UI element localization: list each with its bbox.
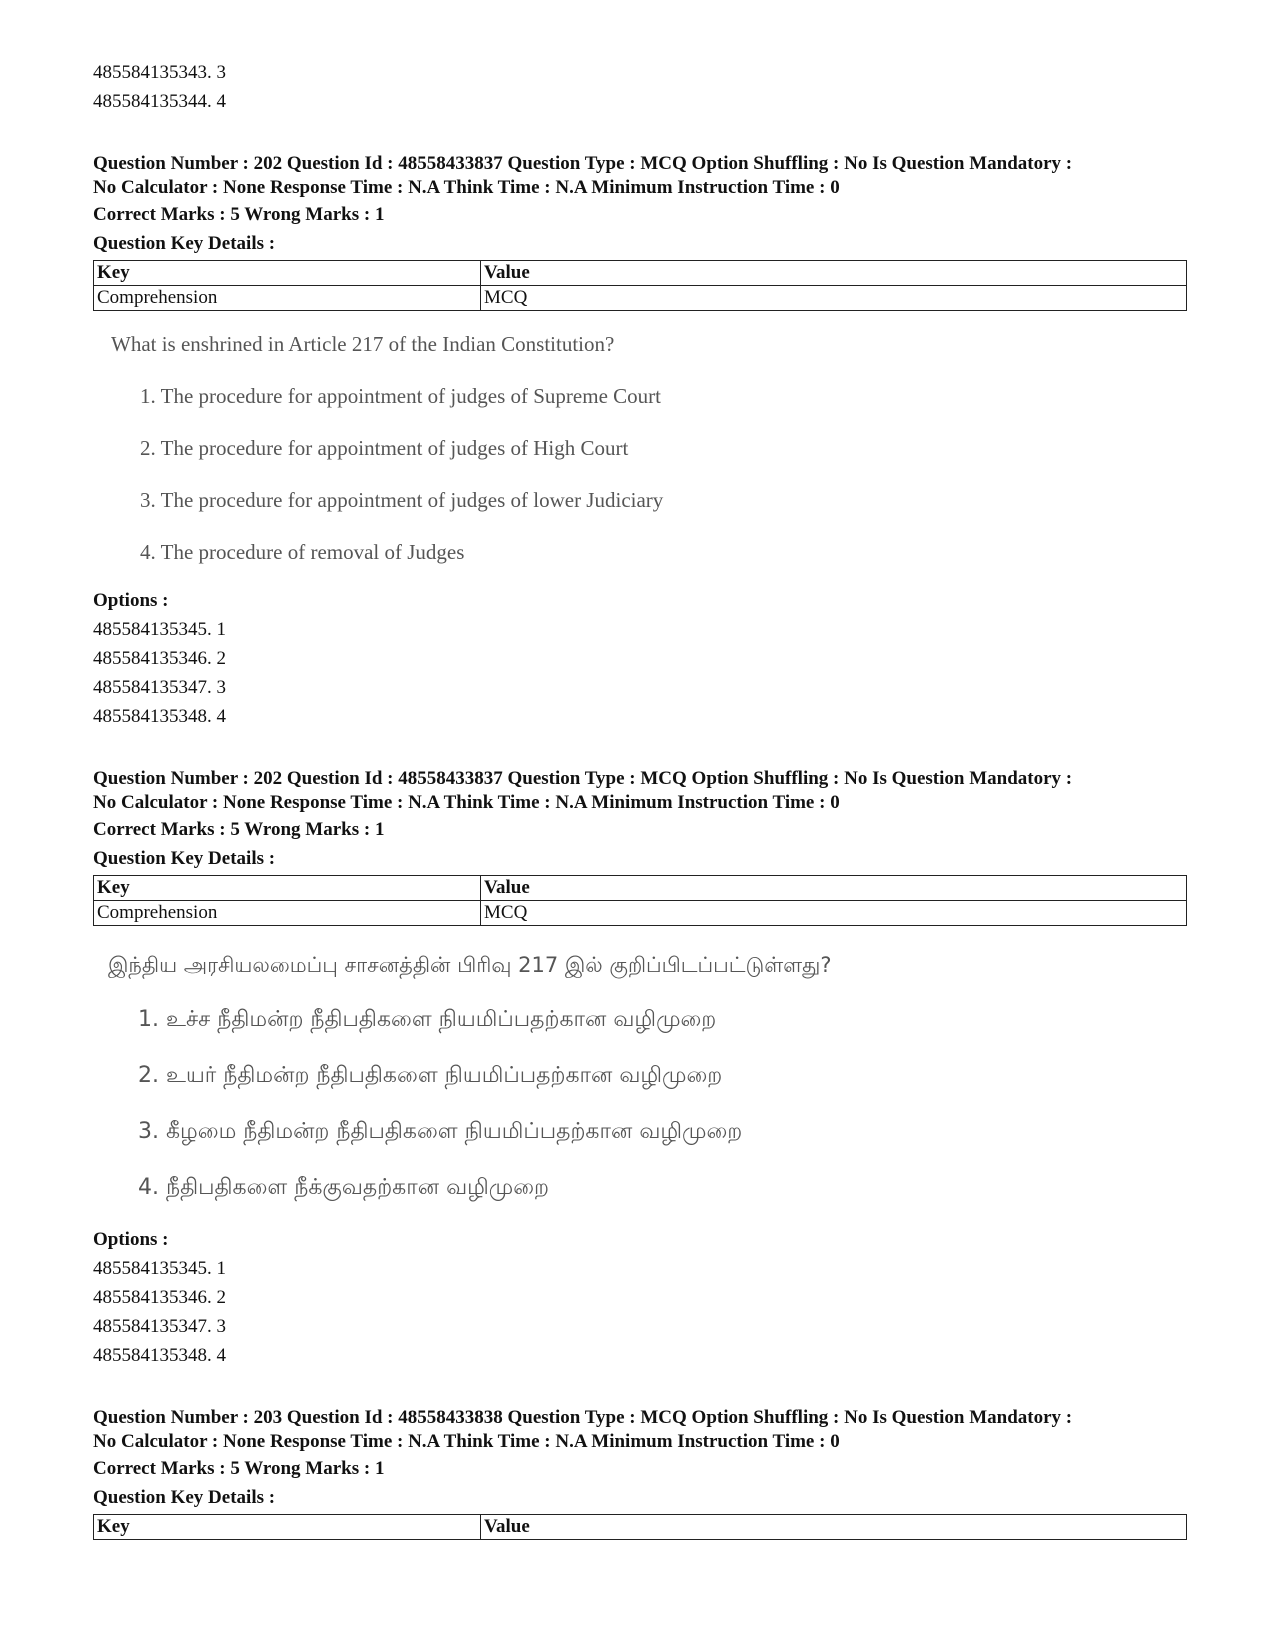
choice-item: 2. The procedure for appointment of judges of High Court bbox=[140, 436, 629, 460]
choice-item: 4. நீதிபதிகளை நீக்குவதற்கான வழிமுறை bbox=[138, 1175, 550, 1200]
option-line: 485584135344. 4 bbox=[93, 91, 226, 112]
question-block bbox=[93, 152, 1187, 731]
question-image bbox=[93, 329, 1187, 567]
marks-line: Correct Marks : 5 Wrong Marks : 1 bbox=[93, 1458, 385, 1479]
previous-options bbox=[93, 58, 1187, 116]
table-header-key: Key bbox=[94, 1515, 481, 1540]
options-label: Options : bbox=[93, 590, 169, 611]
option-line: 485584135347. 3 bbox=[93, 1316, 226, 1337]
question-block bbox=[93, 767, 1187, 1370]
key-value-table bbox=[93, 1514, 1187, 1540]
table-header-value: Value bbox=[481, 876, 1187, 901]
table-header-value: Value bbox=[481, 261, 1187, 286]
question-stem: இந்திய அரசியலமைப்பு சாசனத்தின் பிரிவு 217 இல் குறிப்பிடப்பட்டுள்ளது? bbox=[108, 953, 832, 977]
marks-line: Correct Marks : 5 Wrong Marks : 1 bbox=[93, 204, 385, 225]
marks-line: Correct Marks : 5 Wrong Marks : 1 bbox=[93, 819, 385, 840]
choice-item: 1. உச்ச நீதிமன்ற நீதிபதிகளை நியமிப்பதற்கான வழிமுறை bbox=[138, 1007, 717, 1032]
document-page bbox=[93, 58, 1187, 1540]
table-header-value: Value bbox=[481, 1515, 1187, 1540]
table-cell-key: Comprehension bbox=[94, 901, 481, 926]
question-image bbox=[93, 948, 1187, 1206]
option-line: 485584135347. 3 bbox=[93, 677, 226, 698]
options-label: Options : bbox=[93, 1229, 169, 1250]
question-header-line1: Question Number : 203 Question Id : 48558433838 Question Type : MCQ Option Shuffling : No Is Question Mandatory : bbox=[93, 1407, 1073, 1428]
table-header-key: Key bbox=[94, 261, 481, 286]
question-header-line1: Question Number : 202 Question Id : 48558433837 Question Type : MCQ Option Shuffling : No Is Question Mandatory : bbox=[93, 153, 1073, 174]
key-value-table bbox=[93, 875, 1187, 926]
choice-item: 3. The procedure for appointment of judges of lower Judiciary bbox=[140, 488, 664, 512]
question-block bbox=[93, 1406, 1187, 1540]
option-line: 485584135348. 4 bbox=[93, 1345, 226, 1366]
table-cell-value: MCQ bbox=[481, 901, 1187, 926]
question-header-line2: No Calculator : None Response Time : N.A Think Time : N.A Minimum Instruction Time : 0 bbox=[93, 177, 840, 198]
option-line: 485584135343. 3 bbox=[93, 62, 226, 83]
option-line: 485584135348. 4 bbox=[93, 706, 226, 727]
table-cell-key: Comprehension bbox=[94, 286, 481, 311]
choice-item: 4. The procedure of removal of Judges bbox=[140, 540, 465, 564]
option-line: 485584135346. 2 bbox=[93, 1287, 226, 1308]
question-header-line1: Question Number : 202 Question Id : 48558433837 Question Type : MCQ Option Shuffling : No Is Question Mandatory : bbox=[93, 768, 1073, 789]
key-details-label: Question Key Details : bbox=[93, 848, 276, 869]
question-header-line2: No Calculator : None Response Time : N.A Think Time : N.A Minimum Instruction Time : 0 bbox=[93, 792, 840, 813]
question-stem: What is enshrined in Article 217 of the Indian Constitution? bbox=[111, 332, 615, 356]
option-line: 485584135346. 2 bbox=[93, 648, 226, 669]
option-line: 485584135345. 1 bbox=[93, 619, 226, 640]
key-details-label: Question Key Details : bbox=[93, 1487, 276, 1508]
question-header-line2: No Calculator : None Response Time : N.A Think Time : N.A Minimum Instruction Time : 0 bbox=[93, 1431, 840, 1452]
table-cell-value: MCQ bbox=[481, 286, 1187, 311]
choice-item: 2. உயர் நீதிமன்ற நீதிபதிகளை நியமிப்பதற்கான வழிமுறை bbox=[138, 1063, 723, 1088]
choice-item: 3. கீழமை நீதிமன்ற நீதிபதிகளை நியமிப்பதற்கான வழிமுறை bbox=[138, 1119, 743, 1144]
table-header-key: Key bbox=[94, 876, 481, 901]
key-details-label: Question Key Details : bbox=[93, 233, 276, 254]
key-value-table bbox=[93, 260, 1187, 311]
option-line: 485584135345. 1 bbox=[93, 1258, 226, 1279]
choice-item: 1. The procedure for appointment of judges of Supreme Court bbox=[140, 384, 661, 408]
